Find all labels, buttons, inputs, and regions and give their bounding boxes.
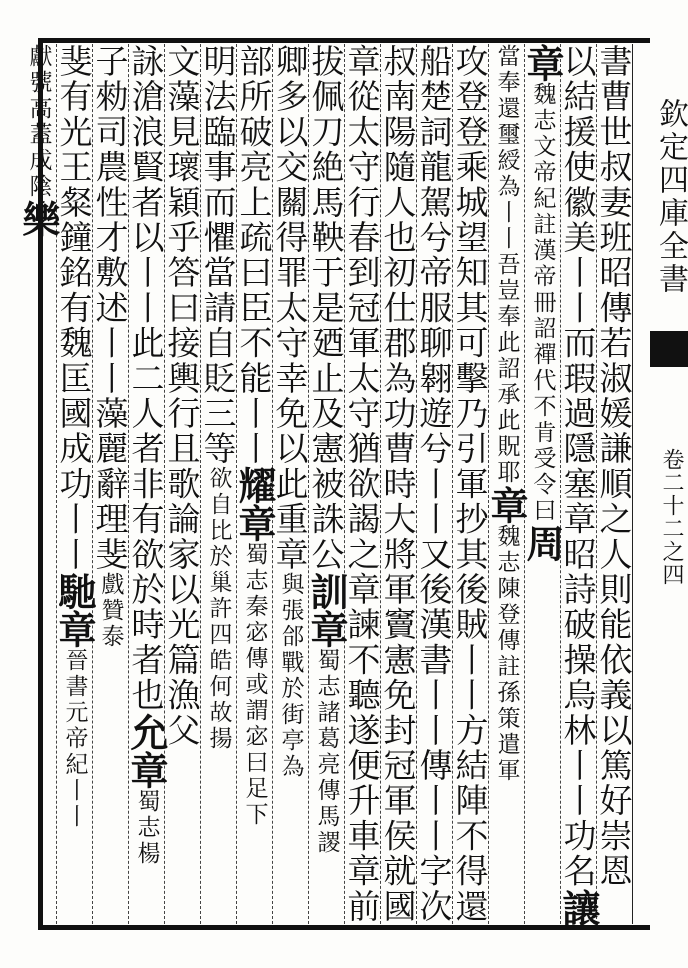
annotation-text: 欲自比於巢許四皓何故揚 [205,466,232,753]
headword: 章 [304,610,349,648]
margin-column [650,38,688,930]
body-text: 詠滄浪賢者以丨丨此二人者非有欲於時者也 [126,44,166,713]
text-column [92,44,128,926]
body-text: 攻登登乘城望知其可擊乃引軍抄其後賊丨丨方結陣不得還 [450,44,490,924]
fishtail-mark [650,331,688,367]
headword: 章 [484,486,529,524]
text-column [272,44,308,926]
body-text: 船楚詞龍駕兮帝服聊翱遊兮丨丨又後漢書丨丨傳丨丨字次 [414,44,454,924]
headword: 章 [124,750,169,789]
annotation-text: 魏志陳登傳註孫策遣軍 [493,524,520,784]
headword: 耀 [232,466,277,505]
text-column [556,44,601,927]
text-column [452,44,488,926]
volume-label: 卷二十二之四 [659,448,684,586]
body-text: 文藻見瓌穎乎答曰接輿行且歌論家以光篇漁父 [162,44,202,748]
body-text: 叔南陽隨人也初仕郡為功曹時大將軍竇憲免封冠軍侯就國 [378,44,418,924]
annotation-text: 蜀志秦宓傳或謂宓曰足下 [241,542,268,829]
text-column [520,44,565,926]
annotation-text: 魏志文帝紀註漢帝冊詔禪代不肯受令曰 [529,82,556,524]
body-text: 書曹世叔妻班昭傳若淑媛謙順之人則能依義以篤好崇恩 [594,44,634,889]
text-column [52,44,97,926]
headword: 章 [232,504,277,543]
annotation-text: 晉書元帝紀丨丨 [61,648,88,830]
text-column [164,44,200,926]
body-text: 子勑司農性才敷述丨丨藻麗辭理斐 [90,44,130,572]
text-column [124,44,169,926]
body-text: 斐有光王粲鐘銘有魏匡國成功丨丨 [54,44,94,572]
body-text: 卿多以交關得罪太守幸免以此重章 [270,44,310,572]
headword: 允 [124,712,169,751]
text-column [232,44,277,926]
book-title: 欽定四庫全書 [653,98,688,296]
headword: 章 [52,610,97,648]
text-column [344,44,380,926]
headword: 讓 [556,888,601,927]
text-column [484,44,529,926]
text-column [416,44,452,926]
annotation-text: 獻號高蓋成陰 [25,44,52,200]
annotation-text: 戲贊泰 [97,572,124,650]
text-column [200,44,236,926]
headword: 周 [520,524,565,562]
text-column [16,44,61,926]
annotation-text: 當奉還璽綬為丨丨吾豈奉此詔承此貺耶 [493,44,520,486]
body-text: 以結援使徽美丨丨而瑕過隱塞章昭詩破操烏林丨丨功名 [558,44,598,889]
headword: 馳 [52,572,97,610]
headword: 章 [520,44,565,82]
body-text: 章從太守行春到冠軍太守猶欲謁之章諫不聽遂便升車章前 [342,44,382,924]
annotation-text: 蜀志楊 [133,788,160,867]
text-column [304,44,349,926]
headword: 訓 [304,572,349,610]
text-column [380,44,416,926]
annotation-text: 與張郃戰於街亭為 [277,572,304,780]
body-text: 拔佩刀絶馬鞅于是廼止及憲被誅公 [306,44,346,572]
body-text: 部所破亮上疏曰臣不能丨丨 [234,44,274,467]
headword: 樂 [16,200,61,238]
text-column [596,44,632,926]
body-text: 明法臨事而懼當請自貶三等 [198,44,238,467]
annotation-text: 蜀志諸葛亮傳馬謖 [313,648,340,856]
